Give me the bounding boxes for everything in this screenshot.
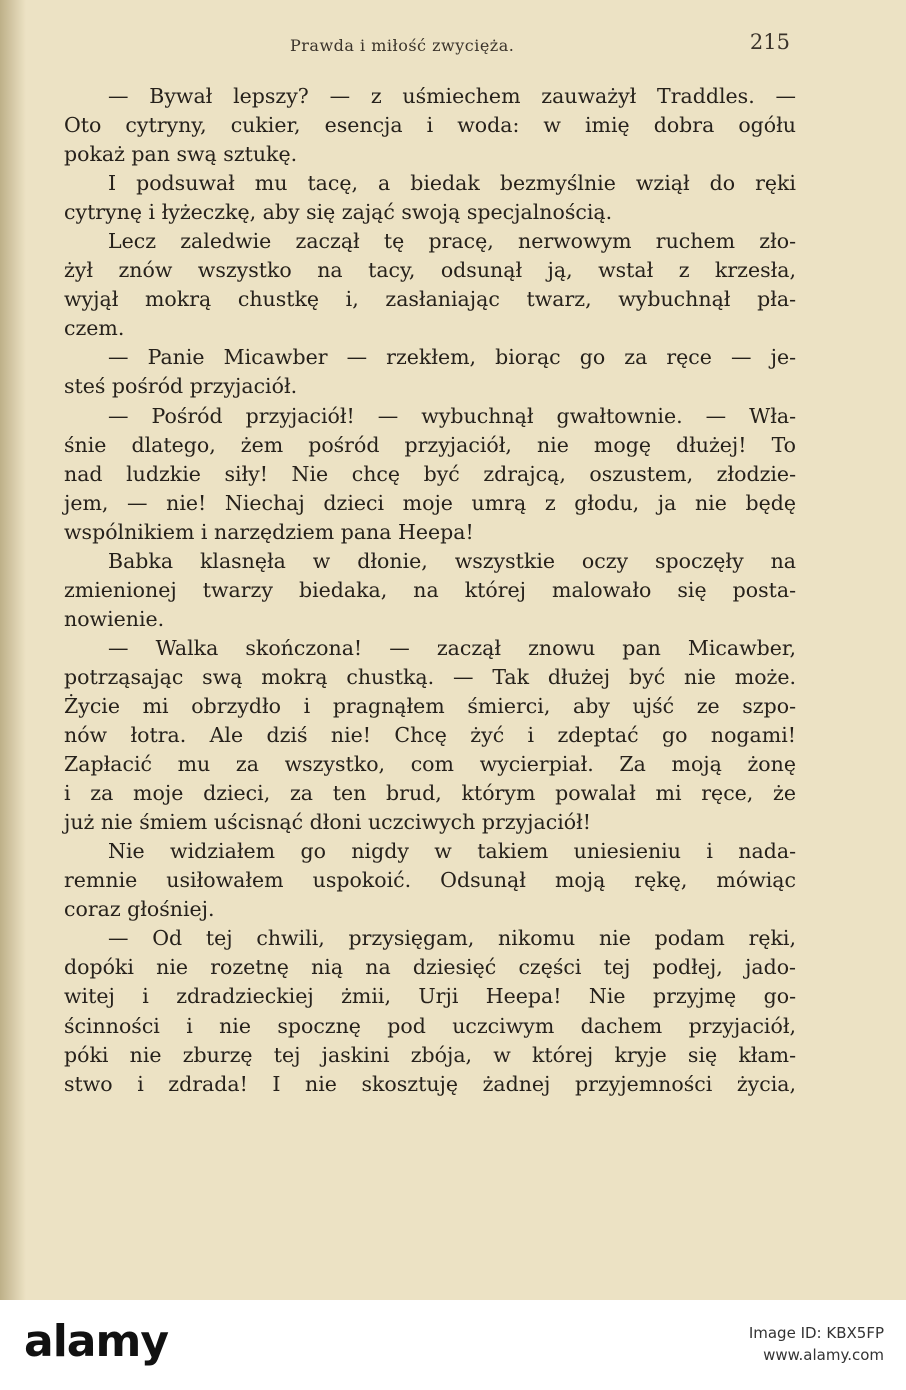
site-url: www.alamy.com xyxy=(763,1346,884,1364)
text-line: nad ludzkie siły! Nie chcę być zdrajcą, oszustem, złodzie- xyxy=(64,461,796,486)
text-line: steś pośród przyjaciół. xyxy=(64,374,298,399)
text-line: witej i zdradzieckiej żmii, Urji Heepa! Nie przyjmę go- xyxy=(64,984,796,1009)
text-line: Zapłacić mu za wszystko, com wycierpiał. Za moją żonę xyxy=(64,752,796,777)
text-line: wyjął mokrą chustkę i, zasłaniając twarz, wybuchnął pła- xyxy=(64,287,796,312)
text-line: potrząsając swą mokrą chustką. — Tak dłużej być nie może. xyxy=(64,664,796,689)
text-line: nów łotra. Ale dziś nie! Chcę żyć i zdeptać go nogami! xyxy=(64,723,796,748)
watermark-bar xyxy=(0,1300,906,1390)
text-line: remnie usiłowałem uspokoić. Odsunął moją rękę, mówiąc xyxy=(64,868,796,893)
text-line: Oto cytryny, cukier, esencja i woda: w imię dobra ogółu xyxy=(64,113,796,138)
text-line: póki nie zburzę tej jaskini zbója, w której kryje się kłam- xyxy=(64,1042,796,1067)
text-line: żył znów wszystko na tacy, odsunął ją, wstał z krzesła, xyxy=(64,258,796,283)
text-line: Babka klasnęła w dłonie, wszystkie oczy spoczęły na xyxy=(108,548,796,573)
text-line: nowienie. xyxy=(64,606,165,631)
alamy-logo: alamy xyxy=(24,1316,168,1367)
text-line: — Walka skończona! — zaczął znowu pan Micawber, xyxy=(108,635,796,660)
running-head: Prawda i miłość zwycięża. xyxy=(290,36,515,55)
text-line: — Bywał lepszy? — z uśmiechem zauważył Traddles. — xyxy=(108,84,796,108)
text-line: cytrynę i łyżeczkę, aby się zająć swoją specjalnością. xyxy=(64,200,613,225)
book-binding-edge xyxy=(0,0,26,1300)
text-line: i za moje dzieci, za ten brud, którym powalał mi ręce, że xyxy=(64,781,796,806)
text-line: — Pośród przyjaciół! — wybuchnął gwałtownie. — Wła- xyxy=(108,403,796,428)
text-line: zmienionej twarzy biedaka, na której malowało się posta- xyxy=(64,577,796,602)
text-line: Lecz zaledwie zaczął tę pracę, nerwowym ruchem zło- xyxy=(108,229,796,254)
text-line: Życie mi obrzydło i pragnąłem śmierci, aby ujść ze szpo- xyxy=(64,693,796,718)
text-line: wspólnikiem i narzędziem pana Heepa! xyxy=(64,519,474,544)
text-line: I podsuwał mu tacę, a biedak bezmyślnie wziął do ręki xyxy=(108,171,796,196)
text-line: pokaż pan swą sztukę. xyxy=(64,142,298,167)
text-line: ścinności i nie spocznę pod uczciwym dachem przyjaciół, xyxy=(64,1013,796,1038)
text-line: Nie widziałem go nigdy w takiem uniesieniu i nada- xyxy=(108,839,796,864)
text-line: dopóki nie rozetnę nią na dziesięć części tej podłej, jado- xyxy=(64,955,796,980)
text-line: — Panie Micawber — rzekłem, biorąc go za ręce — je- xyxy=(108,345,796,370)
page-number: 215 xyxy=(749,30,790,54)
text-line: coraz głośniej. xyxy=(64,897,215,922)
image-id-label: Image ID: KBX5FP xyxy=(748,1324,884,1342)
text-line: już nie śmiem uścisnąć dłoni uczciwych przyjaciół! xyxy=(64,810,591,835)
text-line: czem. xyxy=(64,316,125,341)
text-line: stwo i zdrada! I nie skosztuję żadnej przyjemności życia, xyxy=(64,1071,796,1096)
image-id-block xyxy=(749,1322,884,1366)
text-line: jem, — nie! Niechaj dzieci moje umrą z głodu, ja nie będę xyxy=(64,490,796,515)
text-line: — Od tej chwili, przysięgam, nikomu nie podam ręki, xyxy=(108,926,796,951)
text-line: śnie dlatego, żem pośród przyjaciół, nie mogę dłużej! To xyxy=(64,432,796,457)
page-header xyxy=(60,28,800,64)
body-text xyxy=(64,82,796,1099)
